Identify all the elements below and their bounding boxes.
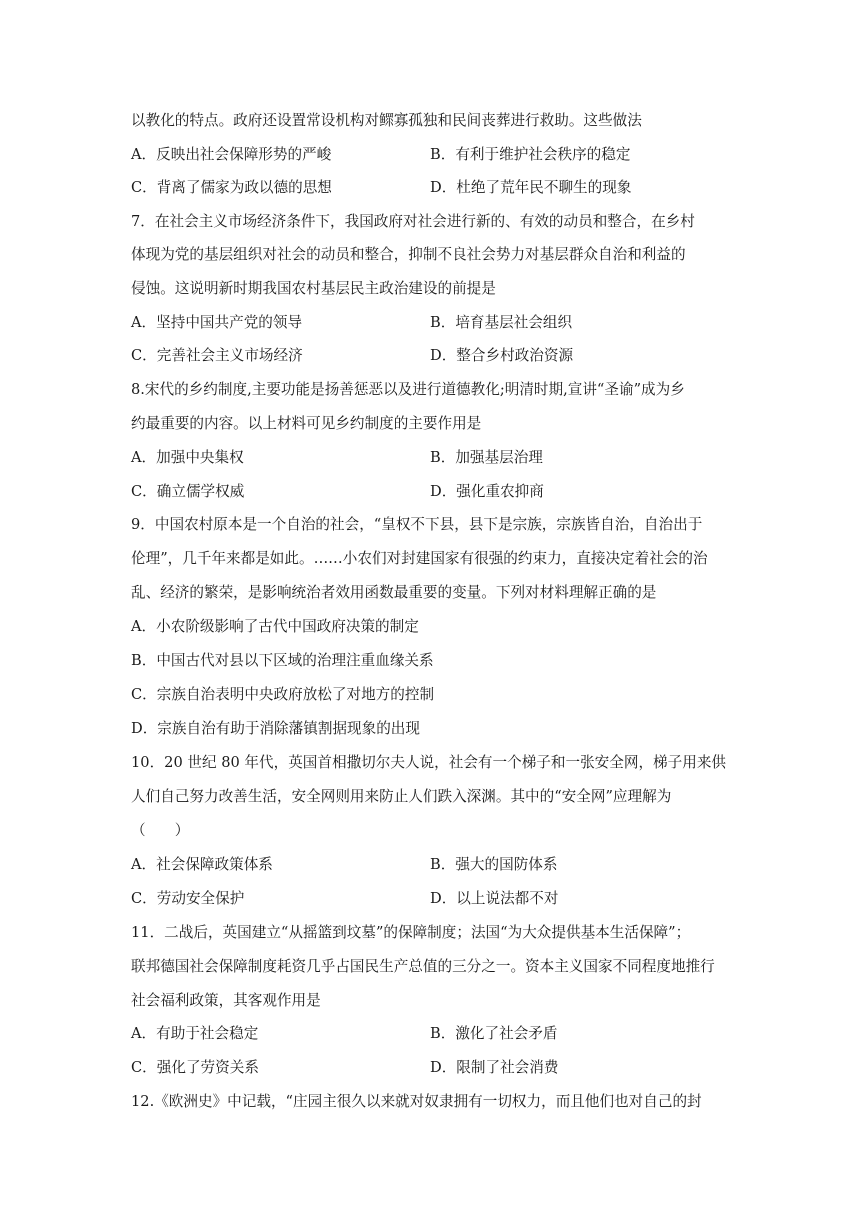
q11-option-d: D．限制了社会消费 (430, 1059, 559, 1076)
q8-stem-line2: 约最重要的内容。以上材料可见乡约制度的主要作用是 (131, 415, 482, 432)
q7-stem-line1: 7．在社会主义市场经济条件下，我国政府对社会进行新的、有效的动员和整合，在乡村 (131, 213, 695, 230)
q8-stem-line1: 8.宋代的乡约制度,主要功能是扬善惩恶以及进行道德教化;明清时期,宣讲“圣谕”成为乡 (131, 381, 685, 398)
q7-stem-line2: 体现为党的基层组织对社会的动员和整合，抑制不良社会势力对基层群众自治和利益的 (131, 246, 686, 263)
q10-answer-blank: （ ） (131, 822, 190, 839)
q6-stem-tail: 以教化的特点。政府还设置常设机构对鳏寡孤独和民间丧葬进行救助。这些做法 (131, 112, 642, 129)
q11-stem-line1: 11．二战后，英国建立“从摇篮到坟墓”的保障制度；法国“为大众提供基本生活保障”； (131, 924, 691, 941)
q10-option-a: A．社会保障政策体系 (131, 856, 273, 873)
q9-option-a: A．小农阶级影响了古代中国政府决策的制定 (131, 618, 419, 635)
q10-option-d: D．以上说法都不对 (430, 890, 559, 907)
q9-option-c: C．宗族自治表明中央政府放松了对地方的控制 (131, 686, 435, 703)
q6-option-c: C．背离了儒家为政以德的思想 (131, 179, 332, 196)
q11-option-c: C．强化了劳资关系 (131, 1059, 259, 1076)
q10-stem-line1: 10．20 世纪 80 年代，英国首相撒切尔夫人说，社会有一个梯子和一张安全网，梯子用来供 (131, 754, 727, 771)
q11-stem-line2: 联邦德国社会保障制度耗资几乎占国民生产总值的三分之一。资本主义国家不同程度地推行 (131, 958, 715, 975)
q9-option-d: D．宗族自治有助于消除藩镇割据现象的出现 (131, 720, 420, 737)
q12-stem-line1: 12.《欧洲史》中记载，“庄园主很久以来就对奴隶拥有一切权力，而且他们也对自己的封 (131, 1093, 702, 1110)
q9-stem-line1: 9．中国农村原本是一个自治的社会，“皇权不下县，县下是宗族，宗族皆自治，自治出于 (131, 516, 703, 533)
q6-option-b: B．有利于维护社会秩序的稳定 (430, 146, 631, 163)
q6-option-d: D．杜绝了荒年民不聊生的现象 (430, 179, 632, 196)
q7-option-c: C．完善社会主义市场经济 (131, 347, 303, 364)
q11-option-a: A．有助于社会稳定 (131, 1025, 259, 1042)
q7-option-b: B．培育基层社会组织 (430, 314, 573, 331)
q10-stem-line2: 人们自己努力改善生活，安全网则用来防止人们跌入深渊。其中的“安全网”应理解为 (131, 788, 672, 805)
q11-option-b: B．激化了社会矛盾 (430, 1025, 558, 1042)
q8-option-b: B．加强基层治理 (430, 449, 543, 466)
q11-stem-line3: 社会福利政策，其客观作用是 (131, 992, 321, 1009)
q8-option-a: A．加强中央集权 (131, 449, 244, 466)
q10-option-b: B．强大的国防体系 (430, 856, 558, 873)
q9-stem-line3: 乱、经济的繁荣，是影响统治者效用函数最重要的变量。下列对材料理解正确的是 (131, 584, 657, 601)
q8-option-c: C．确立儒学权威 (131, 483, 245, 500)
q7-option-a: A．坚持中国共产党的领导 (131, 314, 303, 331)
q9-stem-line2: 伦理”，几千年来都是如此。……小农们对封建国家有很强的约束力，直接决定着社会的治 (131, 550, 708, 567)
q7-option-d: D．整合乡村政治资源 (430, 347, 574, 364)
q6-option-a: A．反映出社会保障形势的严峻 (131, 146, 332, 163)
q10-option-c: C．劳动安全保护 (131, 890, 245, 907)
q7-stem-line3: 侵蚀。这说明新时期我国农村基层民主政治建设的前提是 (131, 280, 496, 297)
q9-option-b: B．中国古代对县以下区域的治理注重血缘关系 (131, 652, 434, 669)
q8-option-d: D．强化重农抑商 (430, 483, 544, 500)
